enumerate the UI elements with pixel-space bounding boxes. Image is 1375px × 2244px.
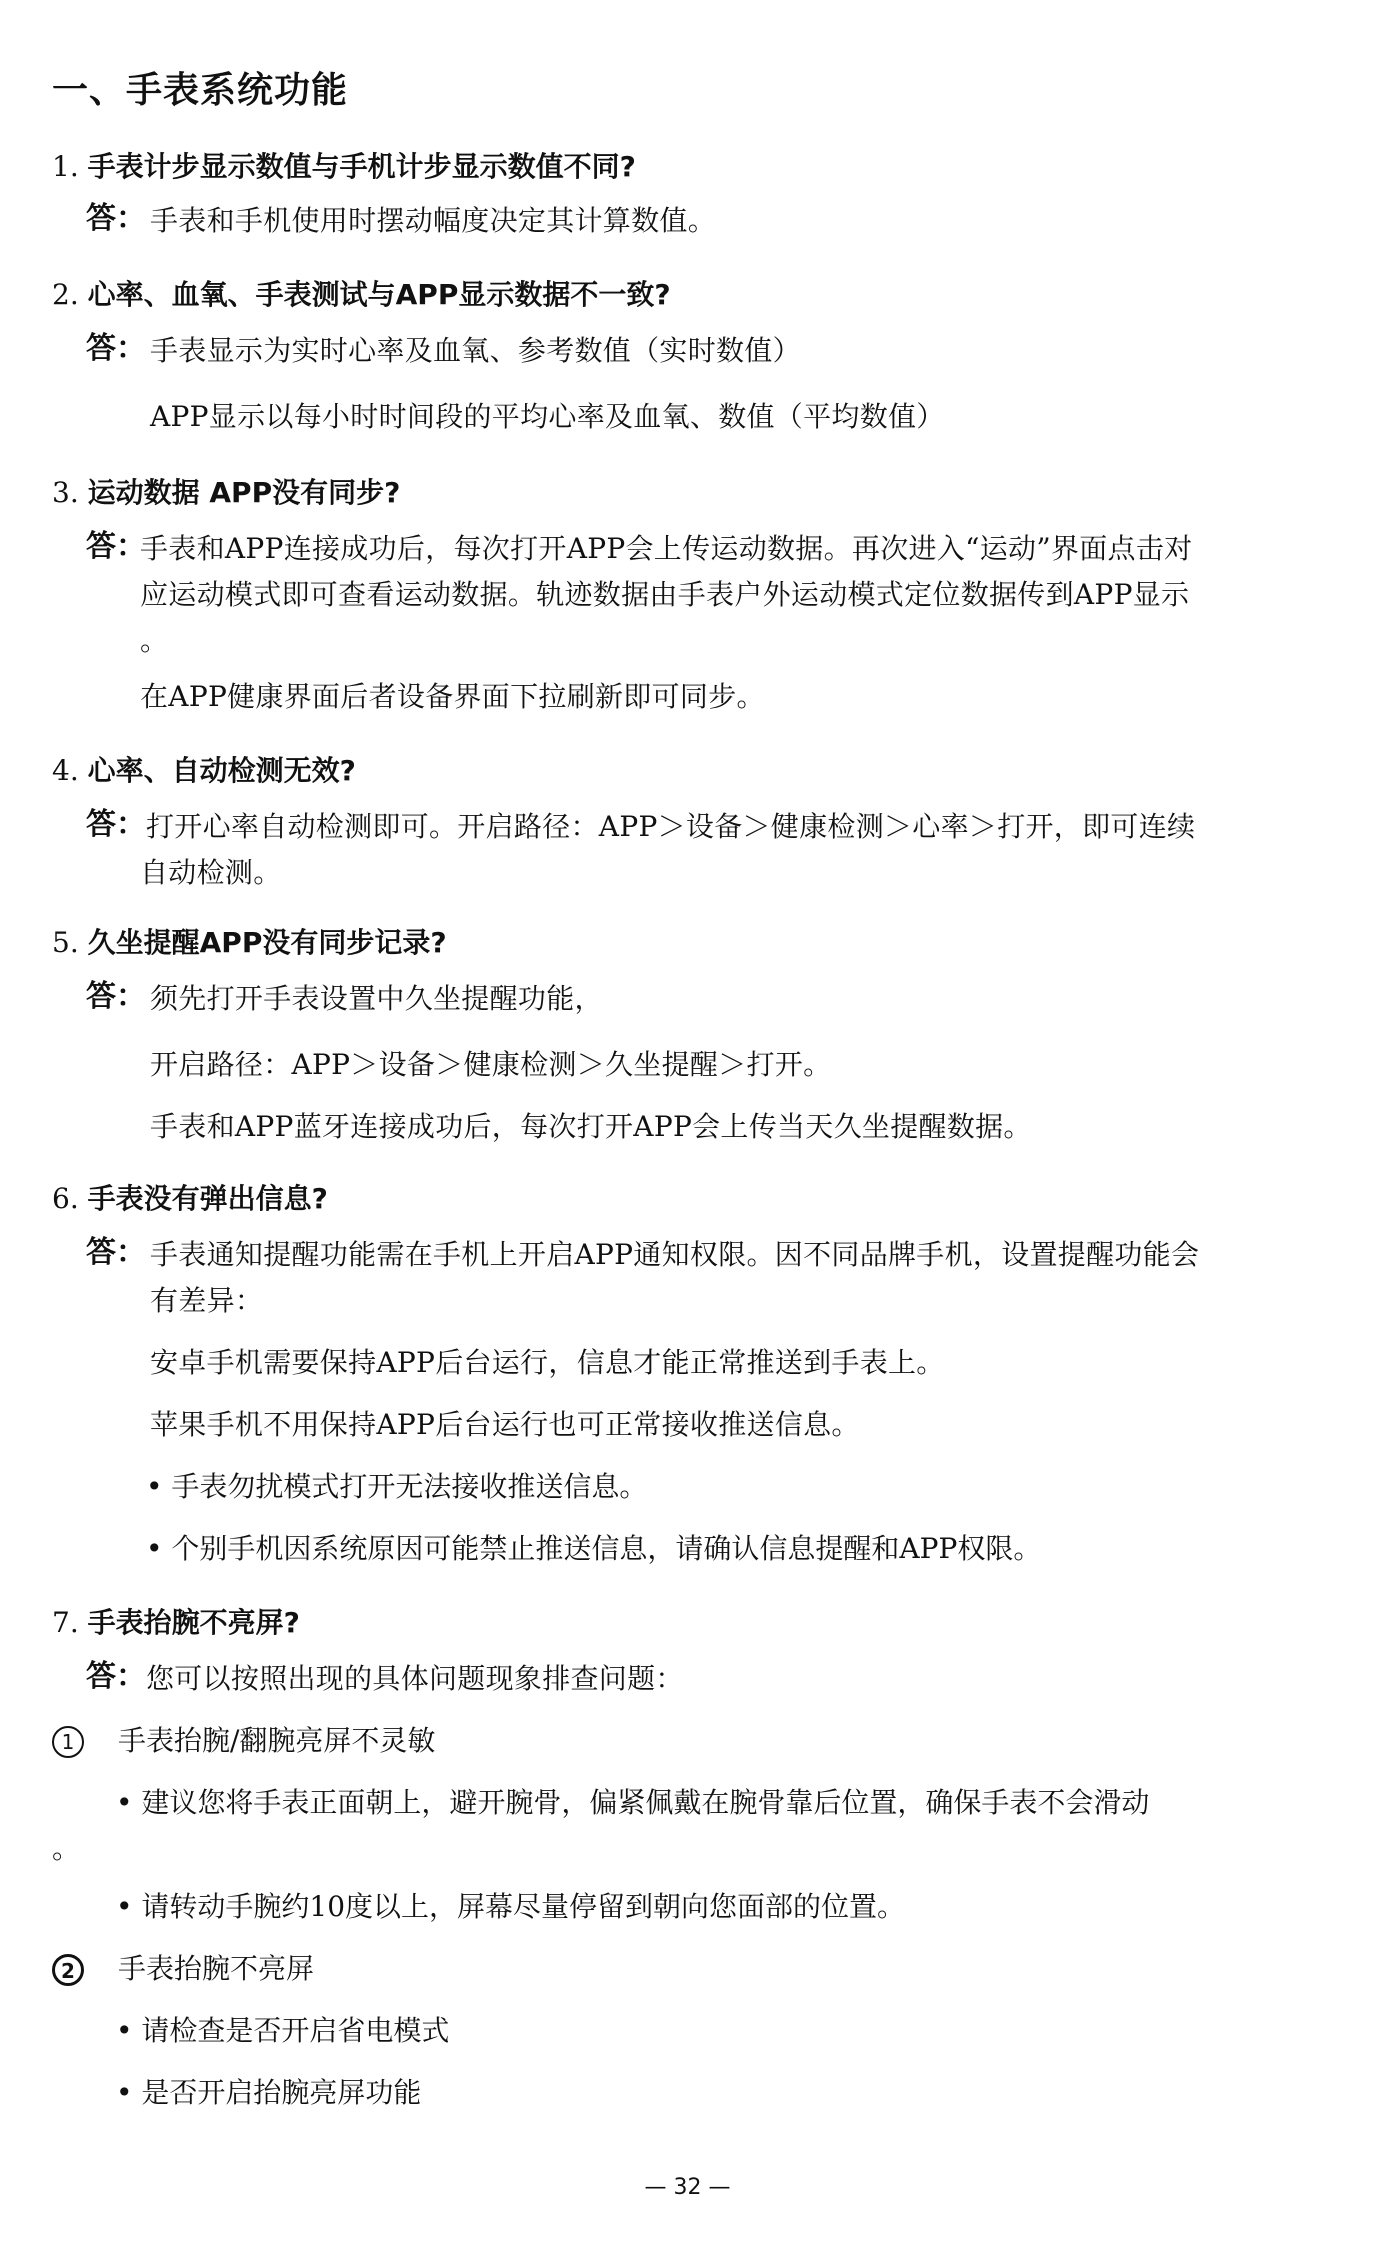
subsection-title: 手表抬腕/翻腕亮屏不灵敏: [118, 1724, 436, 1757]
answer-line: 。: [140, 624, 169, 657]
question-7: [52, 1606, 300, 1640]
answer-label: 答：: [86, 1659, 146, 1694]
answer-label: 答：: [86, 331, 146, 366]
bullet-item: • 请检查是否开启省电模式: [116, 2014, 450, 2047]
answer-line: 手表显示为实时心率及血氧、参考数值（实时数值）: [150, 334, 801, 367]
subsection-title: 手表抬腕不亮屏: [118, 1952, 315, 1985]
circled-number-1: 1: [52, 1726, 84, 1758]
answer-line: 手表和APP连接成功后，每次打开APP会上传运动数据。再次进入“运动”界面点击对: [140, 532, 1193, 565]
question-1: [52, 150, 636, 184]
answer-label: 答：: [86, 807, 146, 842]
answer-line: 开启路径：APP＞设备＞健康检测＞久坐提醒＞打开。: [150, 1048, 832, 1081]
bullet-item: • 手表勿扰模式打开无法接收推送信息。: [146, 1470, 648, 1503]
question-number: 6.: [52, 1182, 79, 1215]
bullet-item: 。: [52, 1832, 81, 1865]
answer-line: APP显示以每小时时间段的平均心率及血氧、数值（平均数值）: [150, 400, 945, 433]
question-text: 手表没有弹出信息?: [87, 1182, 328, 1215]
question-4: [52, 754, 356, 788]
answer-label: 答：: [86, 979, 146, 1014]
bullet-item: • 请转动手腕约10度以上，屏幕尽量停留到朝向您面部的位置。: [116, 1890, 906, 1923]
answer-line: 手表和手机使用时摆动幅度决定其计算数值。: [150, 204, 717, 237]
section-title: 一、手表系统功能: [52, 70, 349, 111]
question-3: [52, 476, 400, 510]
bullet-item: • 个别手机因系统原因可能禁止推送信息，请确认信息提醒和APP权限。: [146, 1532, 1042, 1565]
question-5: [52, 926, 447, 960]
answer-line: 应运动模式即可查看运动数据。轨迹数据由手表户外运动模式定位数据传到APP显示: [140, 578, 1190, 611]
question-text: 手表计步显示数值与手机计步显示数值不同?: [87, 150, 636, 183]
question-2: [52, 278, 671, 312]
question-text: 运动数据 APP没有同步?: [87, 476, 401, 509]
answer-label: 答：: [86, 201, 146, 236]
question-number: 5.: [52, 926, 79, 959]
question-number: 3.: [52, 476, 79, 509]
question-number: 1.: [52, 150, 79, 183]
answer-line: 您可以按照出现的具体问题现象排查问题：: [146, 1662, 684, 1695]
answer-label: 答：: [86, 1235, 146, 1270]
answer-line: 苹果手机不用保持APP后台运行也可正常接收推送信息。: [150, 1408, 860, 1441]
answer-line: 自动检测。: [140, 856, 282, 889]
circled-number-2: 2: [52, 1954, 84, 1986]
answer-line: 须先打开手表设置中久坐提醒功能，: [150, 982, 603, 1015]
question-text: 手表抬腕不亮屏?: [87, 1606, 300, 1639]
question-text: 心率、血氧、手表测试与APP显示数据不一致?: [87, 278, 671, 311]
question-text: 久坐提醒APP没有同步记录?: [87, 926, 447, 959]
question-6: [52, 1182, 328, 1216]
bullet-item: • 建议您将手表正面朝上，避开腕骨，偏紧佩戴在腕骨靠后位置，确保手表不会滑动: [116, 1786, 1150, 1819]
question-number: 4.: [52, 754, 79, 787]
answer-line: 有差异：: [150, 1284, 264, 1317]
answer-label: 答：: [86, 529, 146, 564]
answer-line: 打开心率自动检测即可。开启路径：APP＞设备＞健康检测＞心率＞打开，即可连续: [146, 810, 1196, 843]
bullet-item: • 是否开启抬腕亮屏功能: [116, 2076, 422, 2109]
question-text: 心率、自动检测无效?: [87, 754, 356, 787]
answer-line: 手表通知提醒功能需在手机上开启APP通知权限。因不同品牌手机，设置提醒功能会: [150, 1238, 1200, 1271]
question-number: 2.: [52, 278, 79, 311]
answer-line: 在APP健康界面后者设备界面下拉刷新即可同步。: [140, 680, 765, 713]
answer-line: 安卓手机需要保持APP后台运行，信息才能正常推送到手表上。: [150, 1346, 945, 1379]
page-number: — 32 —: [644, 2175, 731, 2200]
answer-line: 手表和APP蓝牙连接成功后，每次打开APP会上传当天久坐提醒数据。: [150, 1110, 1032, 1143]
question-number: 7.: [52, 1606, 79, 1639]
